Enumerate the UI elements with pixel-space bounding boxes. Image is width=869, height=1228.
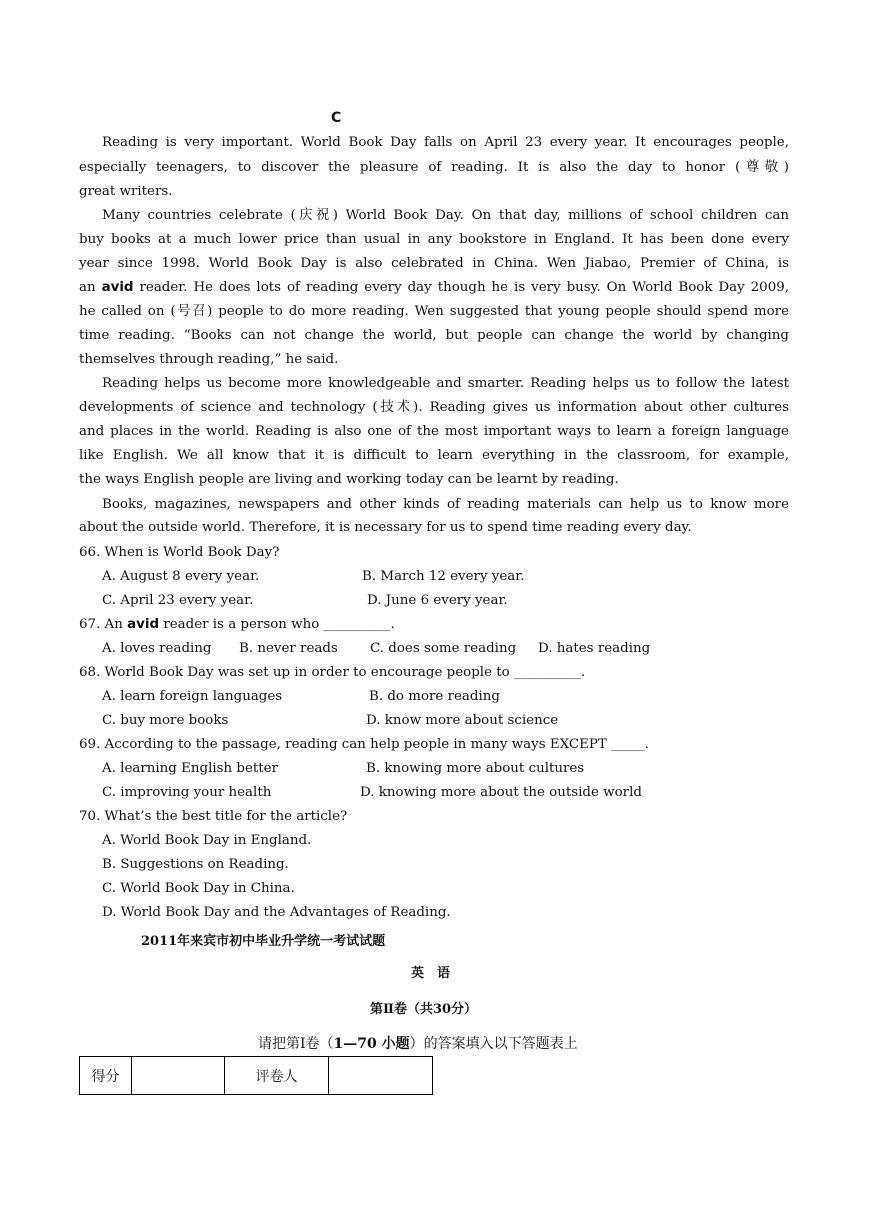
passage-line: themselves through reading,” he said. (79, 352, 339, 367)
q70-option-b: B. Suggestions on Reading. (102, 857, 289, 872)
passage-line: and places in the world. Reading is also one of the most important ways to learn a foreign language (79, 424, 789, 439)
q66-option-b: B. March 12 every year. (362, 569, 525, 584)
passage-line: Reading helps us become more knowledgeable and smarter. Reading helps us to follow the latest (102, 376, 789, 391)
question-67-stem: 67. An avid reader is a person who __________. (79, 617, 395, 632)
passage-line: the ways English people are living and working today can be learnt by reading. (79, 472, 619, 487)
q70-option-a: A. World Book Day in England. (102, 833, 312, 848)
passage-line: especially teenagers, to discover the pleasure of reading. It is also the day to honor (尊敬) (79, 160, 789, 175)
q70-option-d: D. World Book Day and the Advantages of Reading. (102, 905, 451, 920)
section-label: C (331, 110, 342, 126)
passage-line: time reading. “Books can not change the world, but people can change the world by changing (79, 328, 789, 343)
answer-instruction: 请把第Ⅰ卷（1—70 小题）的答案填入以下答题表上 (258, 1036, 578, 1052)
q67-option-d: D. hates reading (538, 641, 651, 656)
passage-line: like English. We all know that it is difficult to learn everything in the classroom, for example, (79, 448, 789, 463)
q68-option-d: D. know more about science (366, 713, 559, 728)
score-label: 得分 (80, 1057, 132, 1095)
passage-line: he called on (号召) people to do more reading. Wen suggested that young people should spend more (79, 304, 789, 319)
passage-line: buy books at a much lower price than usual in any bookstore in England. It has been done every (79, 232, 789, 247)
q69-option-c: C. improving your health (102, 785, 272, 800)
passage-line: great writers. (79, 184, 173, 199)
q68-option-a: A. learn foreign languages (102, 689, 283, 704)
exam-title: 2011年来宾市初中毕业升学统一考试试题 (141, 934, 386, 949)
passage-line: Many countries celebrate (庆祝) World Book Day. On that day, millions of school children can (102, 208, 789, 223)
exam-part-heading: 第Ⅱ卷（共30分） (370, 1002, 478, 1017)
passage-line: an avid reader. He does lots of reading every day though he is very busy. On World Book Day 2009, (79, 280, 789, 295)
passage-line: developments of science and technology (技术). Reading gives us information about other cultures (79, 400, 789, 415)
q69-option-d: D. knowing more about the outside world (360, 785, 642, 800)
q68-option-c: C. buy more books (102, 713, 229, 728)
q66-option-a: A. August 8 every year. (102, 569, 260, 584)
score-table (79, 1056, 433, 1095)
exam-subject: 英 语 (411, 966, 451, 981)
grader-cell[interactable] (329, 1057, 433, 1095)
passage-line: year since 1998. World Book Day is also celebrated in China. Wen Jiabao, Premier of China, is (79, 256, 789, 271)
question-66-stem: 66. When is World Book Day? (79, 545, 280, 560)
q69-option-a: A. learning English better (102, 761, 279, 776)
q67-option-b: B. never reads (239, 641, 338, 656)
q67-option-c: C. does some reading (370, 641, 517, 656)
q70-option-c: C. World Book Day in China. (102, 881, 295, 896)
q69-option-b: B. knowing more about cultures (366, 761, 585, 776)
q66-option-c: C. April 23 every year. (102, 593, 254, 608)
q68-option-b: B. do more reading (369, 689, 500, 704)
passage-line: Reading is very important. World Book Day falls on April 23 every year. It encourages people, (102, 135, 789, 150)
q66-option-d: D. June 6 every year. (367, 593, 508, 608)
question-70-stem: 70. What’s the best title for the article? (79, 809, 348, 824)
q67-option-a: A. loves reading (102, 641, 212, 656)
question-69-stem: 69. According to the passage, reading can help people in many ways EXCEPT _____. (79, 737, 649, 752)
question-68-stem: 68. World Book Day was set up in order to encourage people to __________. (79, 665, 586, 680)
keyword-avid: avid (101, 280, 134, 295)
keyword-avid: avid (127, 617, 160, 632)
passage-line: about the outside world. Therefore, it is necessary for us to spend time reading every day. (79, 520, 692, 535)
grader-label: 评卷人 (225, 1057, 329, 1095)
score-cell[interactable] (132, 1057, 225, 1095)
passage-line: Books, magazines, newspapers and other kinds of reading materials can help us to know more (102, 497, 789, 512)
